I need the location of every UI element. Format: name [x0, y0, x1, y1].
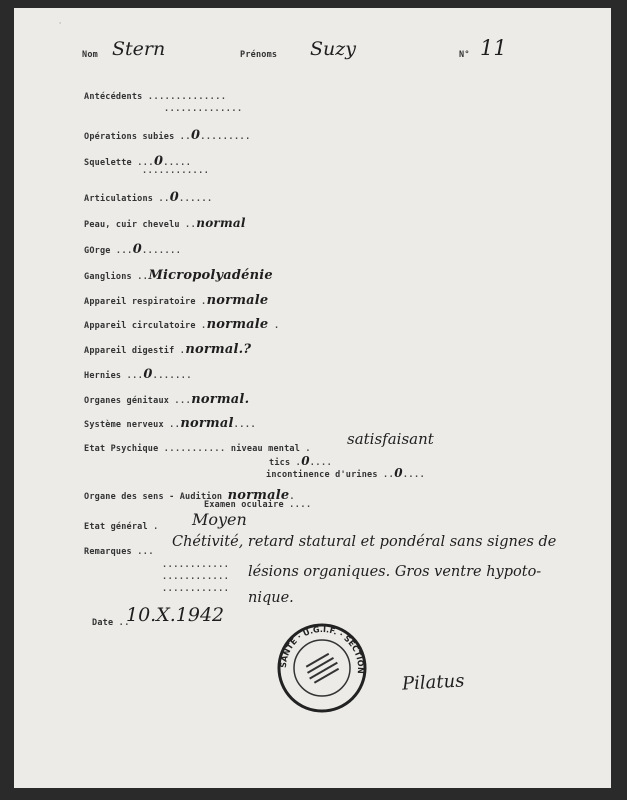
hernies-label: Hernies	[84, 371, 122, 381]
stamp-inner-ring	[294, 640, 350, 696]
field-gorge	[84, 242, 181, 257]
field-etat-psychique	[84, 441, 311, 454]
punch-mark: '	[58, 21, 63, 29]
dot-leader: ...	[137, 547, 155, 557]
dot-leader: ...	[137, 158, 155, 168]
field-circulatoire	[84, 317, 280, 332]
dot-leader: ..............	[164, 104, 243, 114]
dot-leader: .	[201, 321, 207, 331]
date-value: 10.X.1942	[126, 604, 225, 626]
circulatoire-label: Appareil circulatoire	[84, 321, 196, 331]
genitaux-value: normal.	[191, 392, 250, 407]
dot-leader: ....	[233, 420, 257, 430]
etat-general-label: Etat général	[84, 522, 148, 532]
field-nerveux	[84, 416, 256, 431]
dot-leader: ...	[174, 396, 192, 406]
etat-general-value: Moyen	[192, 510, 247, 529]
prenoms-row	[240, 50, 277, 60]
ganglions-label: Ganglions	[84, 272, 132, 282]
dot-leader: ..	[185, 220, 197, 230]
date-label: Date	[92, 618, 114, 628]
niveau-mental-value: satisfaisant	[347, 430, 434, 448]
dot-leader: ............	[162, 572, 230, 582]
field-ganglions	[84, 268, 273, 283]
dot-leader: .	[153, 522, 159, 532]
peau-label: Peau, cuir chevelu	[84, 220, 180, 230]
dot-leader: ..	[383, 470, 395, 480]
circulatoire-value: normale	[206, 317, 269, 332]
dot-leader: ....	[309, 458, 333, 468]
dot-leader: ....	[402, 470, 426, 480]
nom-row	[82, 50, 98, 60]
dot-leader: ..	[169, 420, 181, 430]
nom-label: Nom	[82, 50, 98, 60]
etat-psychique-label: Etat Psychique	[84, 444, 159, 454]
field-digestif	[84, 342, 251, 357]
remarques-continuation-2	[162, 572, 229, 582]
remarques-line-1: Chétivité, retard statural et pondéral sans signes de	[172, 534, 557, 550]
dot-leader: .	[289, 492, 295, 502]
respiratoire-value: normale	[206, 293, 269, 308]
field-remarques	[84, 547, 154, 557]
dot-leader: ......	[178, 194, 213, 204]
nerveux-label: Système nerveux	[84, 420, 164, 430]
field-genitaux	[84, 392, 249, 407]
field-peau	[84, 216, 246, 230]
signature: Pilatus	[401, 670, 465, 695]
niveau-mental-label: niveau mental	[230, 444, 301, 454]
no-row	[459, 50, 470, 60]
gorge-label: GOrge	[84, 246, 111, 256]
field-etat-general	[84, 522, 159, 532]
document-page	[14, 8, 611, 788]
antecedents-label: Antécédents	[84, 92, 143, 102]
hernies-value: 0	[143, 367, 153, 382]
dot-leader: .	[201, 297, 207, 307]
remarques-line-2: lésions organiques. Gros ventre hypoto-	[248, 564, 542, 580]
organe-sens-label: Organe des sens - Audition	[84, 492, 223, 502]
nerveux-value: normal	[180, 416, 234, 431]
audition-value: normale	[227, 488, 290, 503]
dot-leader: .	[268, 321, 280, 331]
field-operations	[84, 128, 251, 143]
dot-leader: ..	[163, 444, 176, 454]
dot-leader: .......	[142, 246, 182, 256]
dot-leader: ...	[115, 246, 133, 256]
dot-leader: ..	[158, 194, 170, 204]
remarques-label: Remarques	[84, 547, 132, 557]
squelette-continuation	[142, 166, 209, 176]
incontinence-value: 0	[394, 466, 403, 480]
nom-value: Stern	[112, 38, 166, 60]
ganglions-value: Micropolyadénie	[148, 268, 273, 283]
articulations-label: Articulations	[84, 194, 154, 204]
examen-oculaire-label: Examen oculaire	[204, 500, 284, 510]
dot-leader: ..	[118, 618, 130, 628]
dot-leader: ..............	[147, 92, 227, 102]
dot-leader: .........	[200, 132, 251, 142]
digestif-label: Appareil digestif	[84, 346, 175, 356]
dot-leader: .......	[152, 371, 192, 381]
stamp-text: SANTÉ · U.G.I.F. · SECTION	[278, 624, 366, 674]
field-date	[92, 618, 130, 628]
dot-leader: .	[179, 346, 186, 356]
tics-label: tics	[269, 458, 291, 468]
remarques-line-3: nique.	[248, 590, 294, 606]
respiratoire-label: Appareil respiratoire	[84, 297, 196, 307]
antecedents-continuation	[164, 104, 243, 114]
dot-leader: ....	[289, 500, 312, 510]
incontinence-label: incontinence d'urines	[266, 470, 378, 480]
squelette-value: 0	[154, 154, 164, 169]
no-label: N°	[459, 50, 470, 60]
squelette-label: Squelette	[84, 158, 132, 168]
articulations-value: 0	[169, 190, 179, 205]
operations-value: 0	[190, 128, 201, 143]
remarques-continuation-3	[162, 584, 229, 594]
dot-leader: ............	[162, 584, 230, 594]
dot-leader: ...	[126, 371, 144, 381]
stamp-center-marks	[306, 653, 339, 684]
official-stamp	[276, 622, 368, 714]
peau-value: normal	[196, 216, 246, 230]
dot-leader: ............	[162, 560, 230, 570]
remarques-continuation-1	[162, 560, 229, 570]
field-antecedents	[84, 92, 226, 102]
gorge-value: 0	[132, 242, 143, 257]
field-hernies	[84, 367, 192, 382]
tics-value: 0	[301, 454, 310, 468]
field-examen-oculaire	[204, 500, 312, 510]
prenoms-label: Prénoms	[240, 50, 278, 60]
dot-leader: .	[295, 458, 302, 468]
prenoms-value: Suzy	[310, 38, 356, 60]
dot-leader: .........	[175, 444, 226, 454]
field-articulations	[84, 190, 213, 205]
no-value: 11	[480, 36, 507, 60]
digestif-value: normal.?	[185, 342, 252, 357]
genitaux-label: Organes génitaux	[84, 396, 170, 406]
operations-label: Opérations subies	[84, 132, 175, 142]
dot-leader: ..	[179, 132, 191, 142]
dot-leader: .	[305, 444, 312, 454]
dot-leader: ..	[137, 272, 149, 282]
dot-leader: .....	[163, 158, 192, 168]
field-respiratoire	[84, 293, 268, 308]
field-incontinence	[266, 466, 425, 480]
dot-leader: ............	[142, 166, 210, 176]
